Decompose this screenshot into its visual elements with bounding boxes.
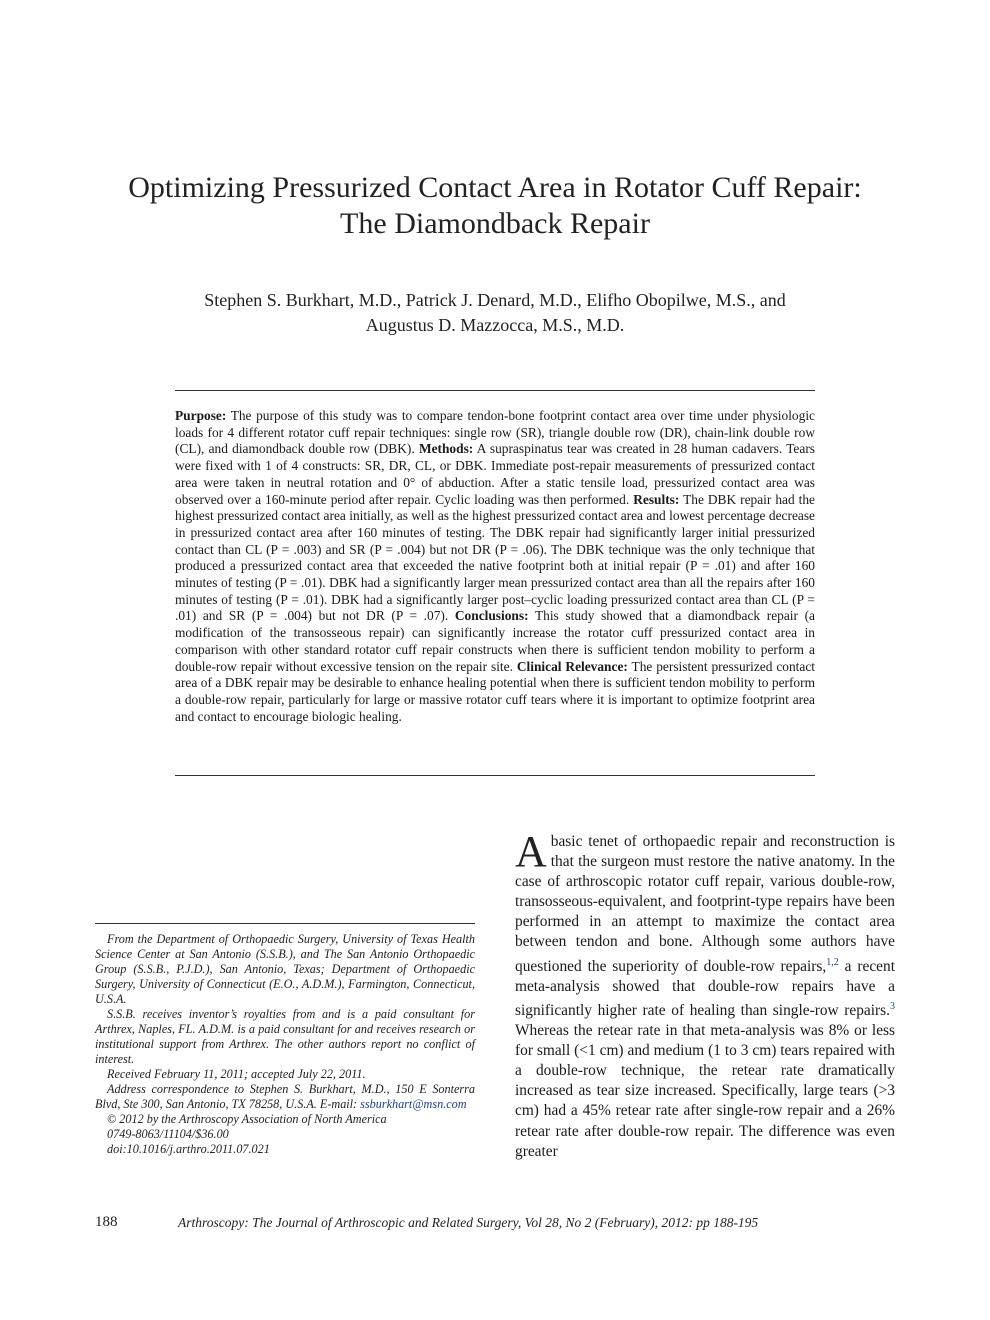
drop-cap: A	[515, 827, 547, 876]
results-label: Results:	[633, 491, 680, 507]
page-number: 188	[95, 1214, 118, 1230]
results-text: The DBK repair had the highest pressurized contact area initially, as well as the highest pressurized contact area and lowest percentage decrease in pressurized contact area after 160 minutes of testing. The DBK repair had significantly larger initial pressurized contact than CL (P = .003) and SR (P = .004) but not DR (P = .06). The DBK technique was the only technique that produced a pressurized contact area that exceeded the native footprint both at initial repair (P = .01) and after 160 minutes of testing (P = .01). DBK had a significantly larger mean pressurized contact area than all the repairs after 160 minutes of testing (P = .01). DBK had a significantly larger post–cyclic loading pressurized contact area than CL (P = .01) and SR (P = .004) but not DR (P = .07).	[175, 491, 815, 624]
footnote-affiliation: From the Department of Orthopaedic Surgery, University of Texas Health Science Center at San Antonio (S.S.B.), and The San Antonio Orthopaedic Group (S.S.B., P.J.D.), San Antonio, Texas; Department of Orthopaedic Surgery, University of Connecticut (E.O., A.D.M.), Farmington, Connecticut, U.S.A.	[95, 932, 475, 1006]
footnotes	[95, 932, 475, 1157]
clinical-relevance-label: Clinical Relevance:	[516, 658, 628, 674]
body-text	[515, 827, 895, 1162]
body-text-part-3: Whereas the retear rate in that meta-analysis was 8% or less for small (<1 cm) and medium (1 to 3 cm) tears repaired with a double-row technique, the retear rate dramatically increased as tear size increased. Specifically, large tears (>3 cm) had a 45% retear rate after single-row repair and a 26% retear rate after double-row repair. The difference was even greater	[515, 1022, 895, 1160]
footnote-copyright: © 2012 by the Arthroscopy Association of North America	[107, 1112, 387, 1126]
conclusions-text: This study showed that a diamondback repair (a modification of the transosseous repair) can significantly increase the rotator cuff pressurized contact area in comparison with other standard rotator cuff repair constructs when there is sufficient tendon mobility to perform a double-row repair without excessive tension on the repair site.	[175, 608, 816, 674]
purpose-text: The purpose of this study was to compare tendon-bone footprint contact area over time under physiologic loads for 4 different rotator cuff repair techniques: single row (SR), triangle double row (DR), chain-link double row (CL), and diamondback double row (DBK).	[175, 408, 815, 457]
footnote-disclosure: S.S.B. receives inventor’s royalties from and is a paid consultant for Arthrex, Naples, FL. A.D.M. is a paid consultant for and receives research or institutional support from Arthrex. The other authors report no conflict of interest.	[95, 1007, 475, 1066]
citation-ref[interactable]: 1,2	[826, 956, 839, 968]
footnote-address	[95, 1082, 475, 1112]
body-text-part-1: basic tenet of orthopaedic repair and reconstruction is that the surgeon must restore the native anatomy. In the case of arthroscopic rotator cuff repair, various double-row, transosseous-equivalent, and footprint-type repairs have been performed in an attempt to maximize the contact area between tendon and bone. Although some authors have questioned the superiority of double-row repairs,	[515, 833, 895, 975]
conclusions-label: Conclusions:	[454, 608, 529, 624]
methods-text: A supraspinatus tear was created in 28 human cadavers. Tears were fixed with 1 of 4 constructs: SR, DR, CL, or DBK. Immediate post-repair measurements of pressurized contact area were taken in neutral rotation and 0° of abduction. After a static tensile load, pressurized contact area was observed over a 160-minute period after repair. Cyclic loading was then performed.	[175, 441, 815, 507]
email-link[interactable]: ssburkhart@msn.com	[360, 1097, 467, 1111]
authors-line-1: Stephen S. Burkhart, M.D., Patrick J. Denard, M.D., Elifho Obopilwe, M.S., and	[204, 290, 786, 310]
article-title	[100, 170, 890, 242]
footnote-issn: 0749-8063/11104/$36.00	[107, 1127, 229, 1141]
abstract	[175, 408, 815, 725]
title-line-2: The Diamondback Repair	[340, 207, 650, 240]
abstract-top-rule	[175, 390, 815, 391]
title-line-1: Optimizing Pressurized Contact Area in Rotator Cuff Repair:	[128, 171, 862, 204]
citation-ref[interactable]: 3	[890, 1000, 895, 1012]
abstract-bottom-rule	[175, 775, 815, 776]
footnote-doi: doi:10.1016/j.arthro.2011.07.021	[107, 1142, 270, 1156]
body-text-part-2: a recent meta-analysis showed that double-row repairs have a significantly higher rate of healing than single-row repairs.	[515, 957, 895, 1019]
page-footer	[95, 1214, 895, 1234]
purpose-label: Purpose:	[175, 408, 227, 423]
methods-label: Methods:	[418, 441, 474, 457]
journal-citation: Arthroscopy: The Journal of Arthroscopic and Related Surgery, Vol 28, No 2 (February), 2012: pp 188-195	[178, 1215, 759, 1230]
clinical-relevance-text: The persistent pressurized contact area of a DBK repair may be desirable to enhance healing potential when there is sufficient tendon mobility to perform a double-row repair, particularly for large or massive rotator cuff tears where it is important to optimize footprint area and contact to encourage biologic healing.	[175, 658, 815, 724]
author-list	[100, 288, 890, 338]
footnote-rule	[95, 923, 475, 924]
authors-line-2: Augustus D. Mazzocca, M.S., M.D.	[365, 315, 625, 335]
address-text: Address correspondence to Stephen S. Burkhart, M.D., 150 E Sonterra Blvd, Ste 300, San Antonio, TX 78258, U.S.A. E-mail:	[95, 1082, 475, 1111]
footnote-received: Received February 11, 2011; accepted July 22, 2011.	[107, 1067, 366, 1081]
